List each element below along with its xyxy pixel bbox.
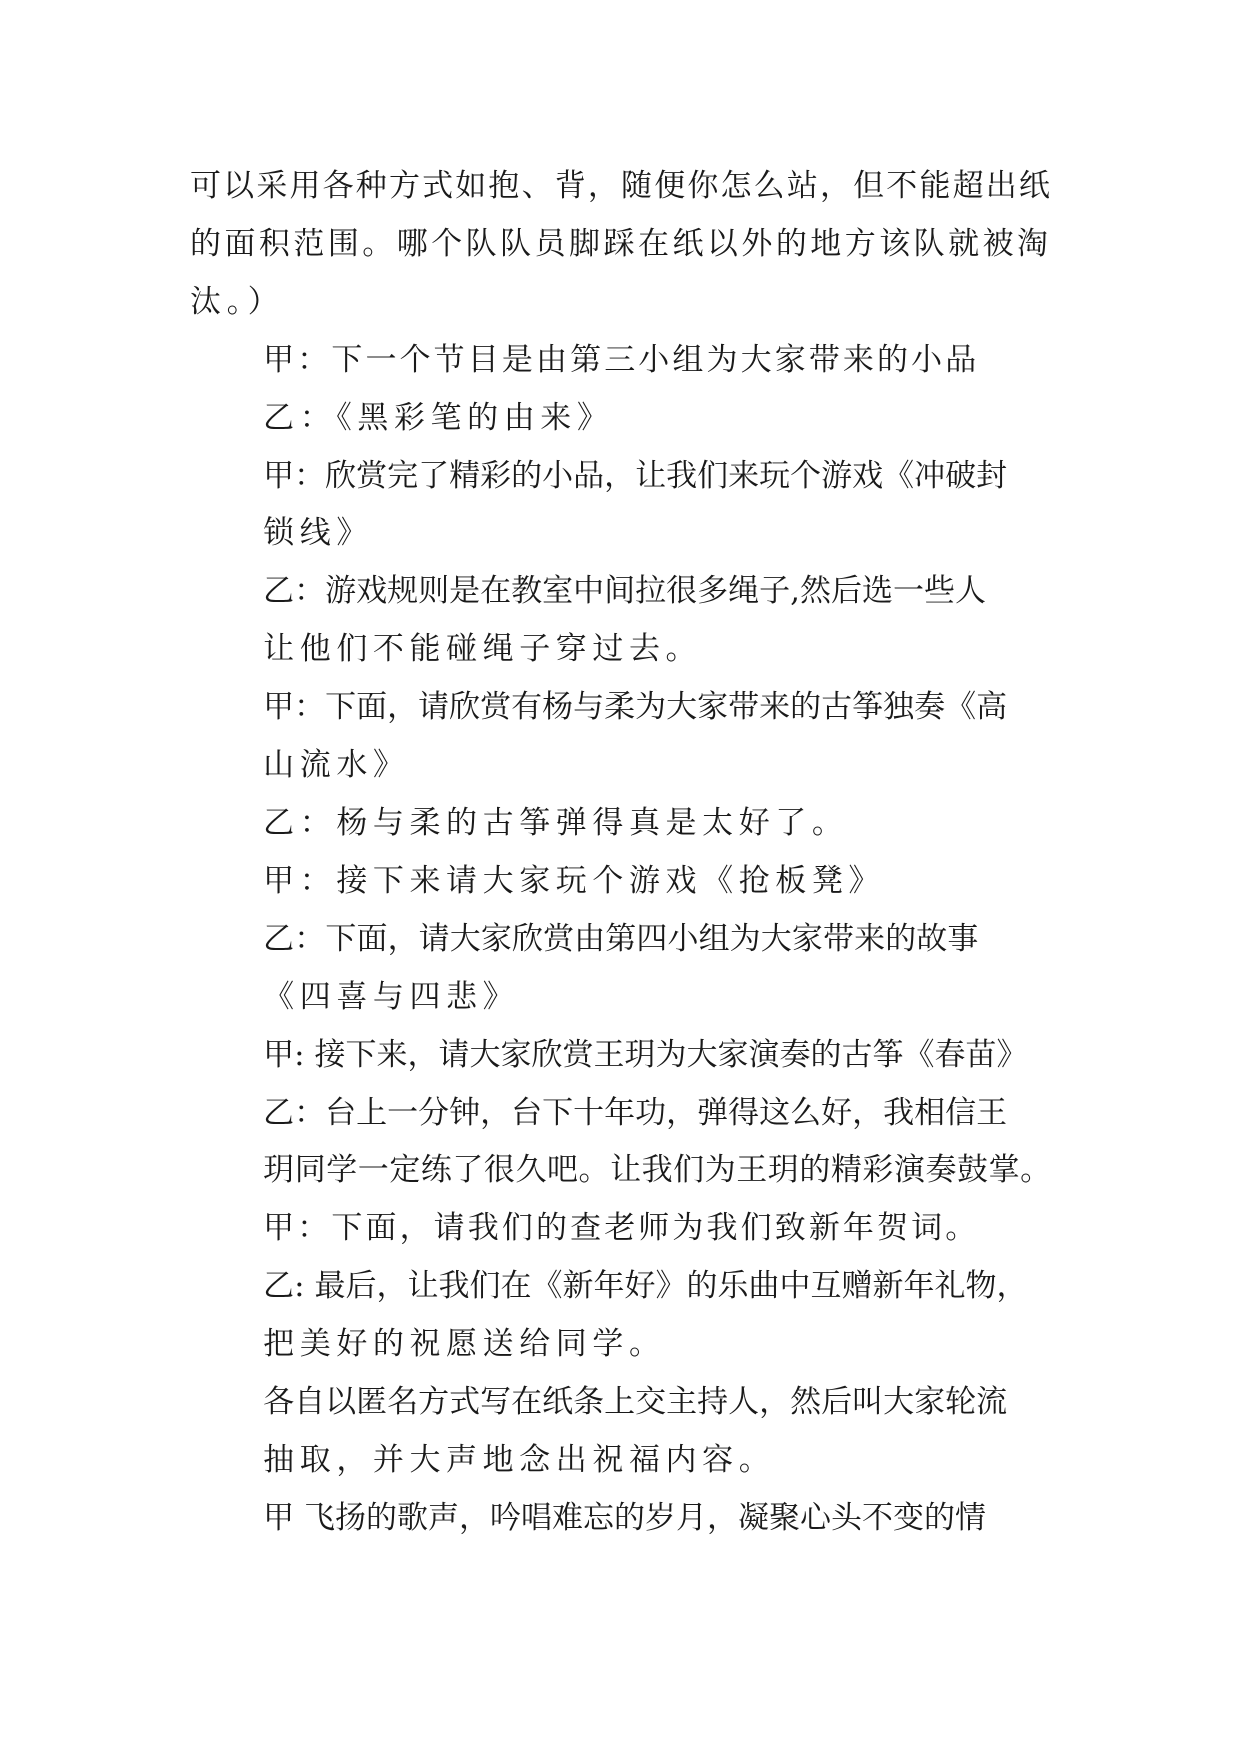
paragraph [190,390,1052,448]
paragraph [190,1374,1052,1490]
text-line: 甲 飞扬的歌声，吟唱难忘的岁月，凝聚心头不变的情 [263,1499,987,1536]
paragraph [190,158,1052,332]
text-line: 玥同学一定练了很久吧。让我们为王玥的精彩演奏鼓掌。 [263,1152,1052,1189]
paragraph [190,1490,1052,1548]
text-line: 可以采用各种方式如抱、背，随便你怎么站，但不能超出纸 [190,168,1053,204]
text-line: 乙：下面，请大家欣赏由第四小组为大家带来的故事 [263,920,979,957]
text-line: 甲：下一个节目是由第三小组为大家带来的小品 [263,341,980,378]
text-line: 甲：接下来请大家玩个游戏《抢板凳》 [263,862,886,899]
paragraph [190,795,1052,853]
text-line: 山流水》 [263,747,410,784]
text-line: 汰。） [190,283,285,320]
paragraph [190,679,1052,795]
document-body [190,158,1052,1548]
paragraph [190,911,1052,1027]
paragraph [190,1027,1052,1085]
paragraph [190,853,1052,911]
paragraph [190,332,1052,390]
text-line: 抽取，并大声地念出祝福内容。 [263,1441,776,1478]
text-line: 锁线》 [263,515,373,552]
text-line: 甲：下面，请我们的查老师为我们致新年贺词。 [263,1210,980,1247]
text-line: 把美好的祝愿送给同学。 [263,1326,666,1363]
text-line: 各自以匿名方式写在纸条上交主持人，然后叫大家轮流 [263,1384,1008,1421]
text-line: 的面积范围。哪个队队员脚踩在纸以外的地方该队就被淘 [190,225,1052,262]
text-line: 乙：游戏规则是在教室中间拉很多绳子,然后选一些人 [263,573,987,610]
text-line: 甲：欣赏完了精彩的小品，让我们来玩个游戏《冲破封 [263,457,1008,494]
text-line: 乙: 最后，让我们在《新年好》的乐曲中互赠新年礼物， [263,1268,1028,1305]
text-line: 《四喜与四悲》 [263,978,520,1015]
paragraph [190,448,1052,564]
text-line: 让他们不能碰绳子穿过去。 [263,631,703,668]
paragraph [190,1085,1052,1201]
paragraph [190,1200,1052,1258]
text-line: 乙：台上一分钟，台下十年功，弹得这么好，我相信王 [263,1094,1008,1131]
paragraph [190,1258,1052,1374]
text-line: 乙：杨与柔的古筝弹得真是太好了。 [263,804,849,841]
paragraph [190,563,1052,679]
text-line: 乙：《黑彩笔的由来》 [263,399,614,436]
text-line: 甲：下面，请欣赏有杨与柔为大家带来的古筝独奏《高 [263,689,1008,726]
text-line: 甲: 接下来，请大家欣赏王玥为大家演奏的古筝《春苗》 [263,1036,1028,1073]
